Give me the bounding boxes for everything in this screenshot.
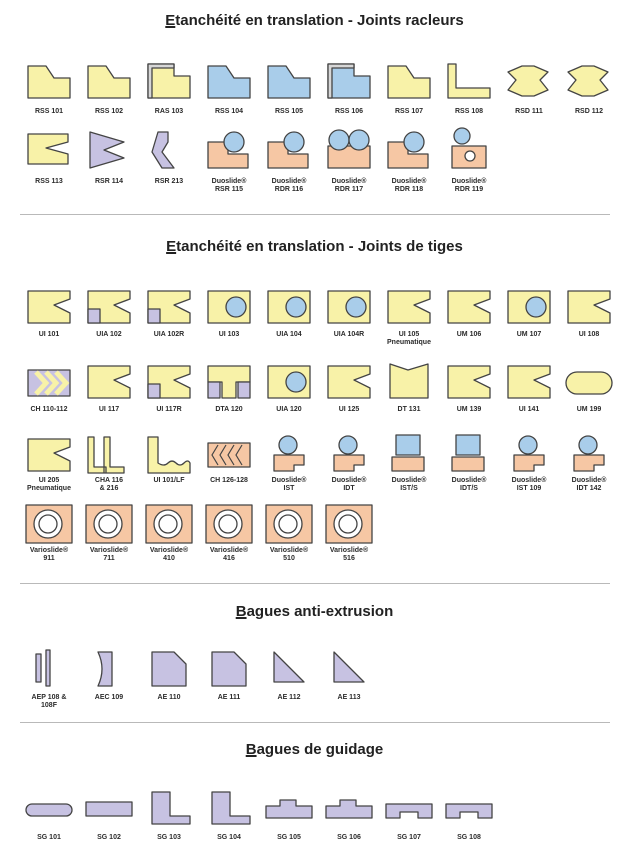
u-cup-oring-icon: [504, 285, 554, 329]
seal-reference-label: Varioslide® 911: [29, 547, 69, 562]
double-wiper-icon: [504, 60, 554, 104]
metal-cased-wiper-icon: [144, 60, 194, 104]
double-l-icon: [84, 433, 134, 477]
chevron-stack-icon: [204, 433, 254, 477]
seal-profile-item: [18, 648, 80, 718]
u-cup-ring-icon: [144, 285, 194, 329]
seal-profile-item: [198, 503, 260, 573]
seal-reference-label: Duoslide® IST: [271, 477, 307, 492]
seal-reference-label: RSS 106: [334, 108, 364, 115]
seal-reference-label: RSS 101: [34, 108, 64, 115]
seal-reference-label: UM 106: [456, 331, 482, 338]
u-cup-icon: [24, 433, 74, 477]
seal-reference-label: UI 125: [338, 406, 360, 413]
cup-seal-icon: [384, 360, 434, 404]
seal-profile-item: [438, 285, 500, 355]
metal-cased-wiper-icon: [324, 60, 374, 104]
title-text: agues anti-extrusion: [246, 603, 394, 620]
seal-reference-label: Varioslide® 410: [149, 547, 189, 562]
u-cup-ring-icon: [84, 285, 134, 329]
chevron-pack-icon: [24, 360, 74, 404]
seal-profile-item: [258, 790, 320, 860]
varioslide-icon: [24, 503, 74, 547]
seal-profile-item: [558, 433, 620, 503]
seal-reference-label: UM 107: [516, 331, 542, 338]
seal-profile-item: [258, 503, 320, 573]
seal-profile-item: [138, 285, 200, 355]
seal-reference-label: SG 101: [37, 834, 61, 841]
triangle-ring-icon: [324, 648, 374, 692]
seal-reference-label: UI 101/LF: [153, 477, 185, 484]
wiper-profile-icon: [204, 60, 254, 104]
seal-reference-label: UIA 104R: [333, 331, 365, 338]
section-title-anti-extrusion: [0, 603, 629, 620]
seal-profile-item: [198, 360, 260, 430]
seal-profile-item: [258, 128, 320, 198]
duoslide-step-icon: [564, 433, 614, 477]
u-cup-ring-icon: [144, 360, 194, 404]
thin-ring-icon: [24, 648, 74, 692]
seal-reference-label: RSS 107: [394, 108, 424, 115]
seal-profile-item: [138, 128, 200, 198]
duoslide-stack-icon: [444, 128, 494, 172]
seal-reference-label: UI 108: [578, 331, 600, 338]
seal-reference-label: UI 117: [98, 406, 120, 413]
seal-reference-label: RSS 104: [214, 108, 244, 115]
varioslide-icon: [264, 503, 314, 547]
seal-reference-label: SG 106: [337, 834, 361, 841]
flat-strip-icon: [84, 790, 134, 834]
chamfered-ring-icon: [204, 648, 254, 692]
seal-profile-item: [78, 790, 140, 860]
seal-reference-label: SG 103: [157, 834, 181, 841]
seal-reference-label: CHA 116 & 216: [94, 477, 124, 492]
varioslide-icon: [324, 503, 374, 547]
title-text: agues de guidage: [256, 741, 384, 758]
ridged-strip-icon: [264, 790, 314, 834]
seal-reference-label: Duoslide® IST 109: [511, 477, 547, 492]
seal-profile-item: [138, 60, 200, 130]
triangle-ring-icon: [264, 648, 314, 692]
hook-wiper-icon: [144, 128, 194, 172]
seal-profile-item: [138, 433, 200, 503]
seal-profile-item: [438, 433, 500, 503]
seal-reference-label: DT 131: [397, 406, 421, 413]
seal-reference-label: AEP 108 & 108F: [31, 694, 67, 709]
seal-reference-label: RSR 213: [154, 178, 184, 185]
seal-profile-item: [78, 285, 140, 355]
duoslide-step-icon: [504, 433, 554, 477]
duoslide-step-icon: [324, 433, 374, 477]
u-cup-oring-icon: [204, 285, 254, 329]
wiper-profile-icon: [384, 60, 434, 104]
seal-profile-item: [78, 128, 140, 198]
duoslide-wiper-icon: [384, 128, 434, 172]
seal-profile-item: [258, 60, 320, 130]
seal-profile-item: [438, 128, 500, 198]
u-cup-icon: [444, 285, 494, 329]
u-cup-icon: [24, 285, 74, 329]
wiper-profile-icon: [84, 60, 134, 104]
ridged-strip-icon: [324, 790, 374, 834]
title-initial: E: [166, 238, 177, 255]
duoslide-step-icon: [264, 433, 314, 477]
seal-reference-label: UM 139: [456, 406, 482, 413]
seal-profile-item: [138, 503, 200, 573]
seal-profile-item: [498, 285, 560, 355]
seal-profile-item: [258, 285, 320, 355]
seal-reference-label: Varioslide® 416: [209, 547, 249, 562]
duoslide-square-icon: [444, 433, 494, 477]
seal-profile-item: [138, 790, 200, 860]
seal-profile-item: [18, 503, 80, 573]
seal-profile-item: [438, 790, 500, 860]
duoslide-wiper-icon: [204, 128, 254, 172]
seal-reference-label: SG 108: [457, 834, 481, 841]
seal-profile-item: [318, 503, 380, 573]
seal-profile-item: [558, 360, 620, 430]
seal-profile-item: [18, 60, 80, 130]
grooved-strip-icon: [444, 790, 494, 834]
seal-profile-item: [198, 433, 260, 503]
section-divider: [20, 583, 610, 584]
seal-profile-item: [198, 128, 260, 198]
seal-profile-item: [318, 433, 380, 503]
seal-reference-label: RSD 111: [515, 108, 543, 115]
seal-profile-item: [318, 790, 380, 860]
u-cup-oring-icon: [264, 285, 314, 329]
seal-reference-label: SG 105: [277, 834, 301, 841]
seal-reference-label: SG 102: [97, 834, 121, 841]
seal-profile-item: [198, 285, 260, 355]
seal-reference-label: UM 199: [576, 406, 602, 413]
seal-reference-label: UIA 102: [96, 331, 122, 338]
seal-reference-label: Duoslide® IDT: [331, 477, 367, 492]
seal-reference-label: UIA 102R: [153, 331, 185, 338]
seal-reference-label: RSD 112: [574, 108, 604, 115]
seal-profile-item: [18, 790, 80, 860]
seal-reference-label: Duoslide® IST/S: [391, 477, 427, 492]
rounded-strip-icon: [24, 790, 74, 834]
seal-reference-label: Duoslide® RDR 116: [271, 178, 307, 193]
seal-reference-label: Duoslide® IDT 142: [571, 477, 607, 492]
seal-profile-item: [78, 648, 140, 718]
seal-profile-item: [78, 503, 140, 573]
section-title-guide-rings: [0, 741, 629, 758]
chamfered-ring-icon: [144, 648, 194, 692]
seal-profile-item: [498, 433, 560, 503]
seal-reference-label: AE 113: [337, 694, 361, 701]
u-cup-oring-icon: [324, 285, 374, 329]
section-divider: [20, 722, 610, 723]
seal-profile-item: [78, 60, 140, 130]
rounded-bar-icon: [564, 360, 614, 404]
seal-reference-label: DTA 120: [215, 406, 243, 413]
seal-reference-label: RSS 105: [274, 108, 304, 115]
seal-reference-label: CH 126-128: [210, 477, 248, 484]
seal-reference-label: RSS 102: [94, 108, 124, 115]
seal-reference-label: AE 110: [157, 694, 181, 701]
seal-reference-label: SG 107: [397, 834, 421, 841]
seal-profile-item: [498, 360, 560, 430]
seal-reference-label: SG 104: [217, 834, 241, 841]
varioslide-icon: [144, 503, 194, 547]
title-text: tanchéité en translation - Joints de tiges: [176, 238, 463, 255]
u-cup-icon: [384, 285, 434, 329]
seal-profile-item: [378, 60, 440, 130]
title-initial: B: [245, 741, 257, 758]
seal-profile-item: [18, 285, 80, 355]
seal-reference-label: Duoslide® RDR 117: [331, 178, 367, 193]
seal-reference-label: Duoslide® RSR 115: [211, 178, 247, 193]
varioslide-icon: [204, 503, 254, 547]
title-initial: E: [165, 12, 176, 29]
seal-profile-item: [378, 360, 440, 430]
v-wiper-icon: [84, 128, 134, 172]
t-seal-icon: [204, 360, 254, 404]
seal-reference-label: Varioslide® 516: [329, 547, 369, 562]
seal-reference-label: Duoslide® IDT/S: [451, 477, 487, 492]
seal-reference-label: UI 205 Pneumatique: [27, 477, 71, 492]
varioslide-icon: [84, 503, 134, 547]
seal-reference-label: Varioslide® 510: [269, 547, 309, 562]
seal-profile-item: [138, 360, 200, 430]
duoslide-square-icon: [384, 433, 434, 477]
wiper-profile-icon: [24, 60, 74, 104]
seal-reference-label: Varioslide® 711: [89, 547, 129, 562]
seal-reference-label: UIA 120: [276, 406, 302, 413]
seal-reference-label: UI 103: [218, 331, 240, 338]
l-wiper-icon: [444, 60, 494, 104]
u-cup-icon: [324, 360, 374, 404]
seal-profile-item: [138, 648, 200, 718]
seal-profile-item: [18, 433, 80, 503]
seal-reference-label: CH 110-112: [30, 406, 68, 413]
u-cup-icon: [444, 360, 494, 404]
seal-reference-label: RAS 103: [154, 108, 184, 115]
seal-reference-label: RSR 114: [94, 178, 124, 185]
title-text: tanchéité en translation - Joints racleurs: [175, 12, 464, 29]
seal-profile-item: [498, 60, 560, 130]
duoslide-double-icon: [324, 128, 374, 172]
wavy-l-icon: [144, 433, 194, 477]
section-divider: [20, 214, 610, 215]
seal-profile-item: [78, 433, 140, 503]
u-cup-oring-icon: [264, 360, 314, 404]
seal-profile-item: [378, 433, 440, 503]
seal-reference-label: AE 111: [217, 694, 241, 701]
seal-profile-item: [318, 648, 380, 718]
seal-profile-item: [258, 360, 320, 430]
seal-profile-item: [438, 360, 500, 430]
seal-profile-item: [558, 285, 620, 355]
duoslide-wiper-icon: [264, 128, 314, 172]
seal-profile-item: [378, 790, 440, 860]
seal-profile-item: [198, 60, 260, 130]
seal-profile-item: [258, 648, 320, 718]
flanged-strip-icon: [144, 790, 194, 834]
seal-profile-item: [78, 360, 140, 430]
seal-reference-label: AEC 109: [94, 694, 124, 701]
seal-reference-label: RSS 113: [35, 178, 63, 185]
seal-profile-item: [318, 285, 380, 355]
seal-profile-item: [318, 360, 380, 430]
seal-profile-item: [18, 360, 80, 430]
seal-reference-label: Duoslide® RDR 119: [451, 178, 487, 193]
double-wiper-icon: [564, 60, 614, 104]
title-initial: B: [235, 603, 247, 620]
seal-reference-label: UI 117R: [156, 406, 182, 413]
section-title-rod-seals: [0, 238, 629, 255]
seal-profile-item: [198, 790, 260, 860]
seal-profile-item: [318, 128, 380, 198]
seal-reference-label: UI 101: [38, 331, 60, 338]
seal-profile-item: [438, 60, 500, 130]
wiper-profile-icon: [264, 60, 314, 104]
seal-reference-label: UI 141: [518, 406, 540, 413]
seal-reference-label: UI 105 Pneumatique: [387, 331, 431, 346]
concave-ring-icon: [84, 648, 134, 692]
section-title-wipers: [0, 12, 629, 29]
seal-profile-item: [378, 128, 440, 198]
seal-reference-label: UIA 104: [276, 331, 302, 338]
seal-profile-item: [318, 60, 380, 130]
seal-reference-label: AE 112: [277, 694, 301, 701]
seal-profile-item: [258, 433, 320, 503]
seal-profile-item: [378, 285, 440, 355]
u-cup-icon: [84, 360, 134, 404]
seal-reference-label: Duoslide® RDR 118: [391, 178, 427, 193]
u-cup-icon: [564, 285, 614, 329]
grooved-strip-icon: [384, 790, 434, 834]
seal-reference-label: RSS 108: [454, 108, 484, 115]
u-wiper-icon: [24, 128, 74, 172]
seal-profile-item: [18, 128, 80, 198]
flanged-strip-icon: [204, 790, 254, 834]
u-cup-icon: [504, 360, 554, 404]
seal-profile-item: [198, 648, 260, 718]
seal-profile-item: [558, 60, 620, 130]
